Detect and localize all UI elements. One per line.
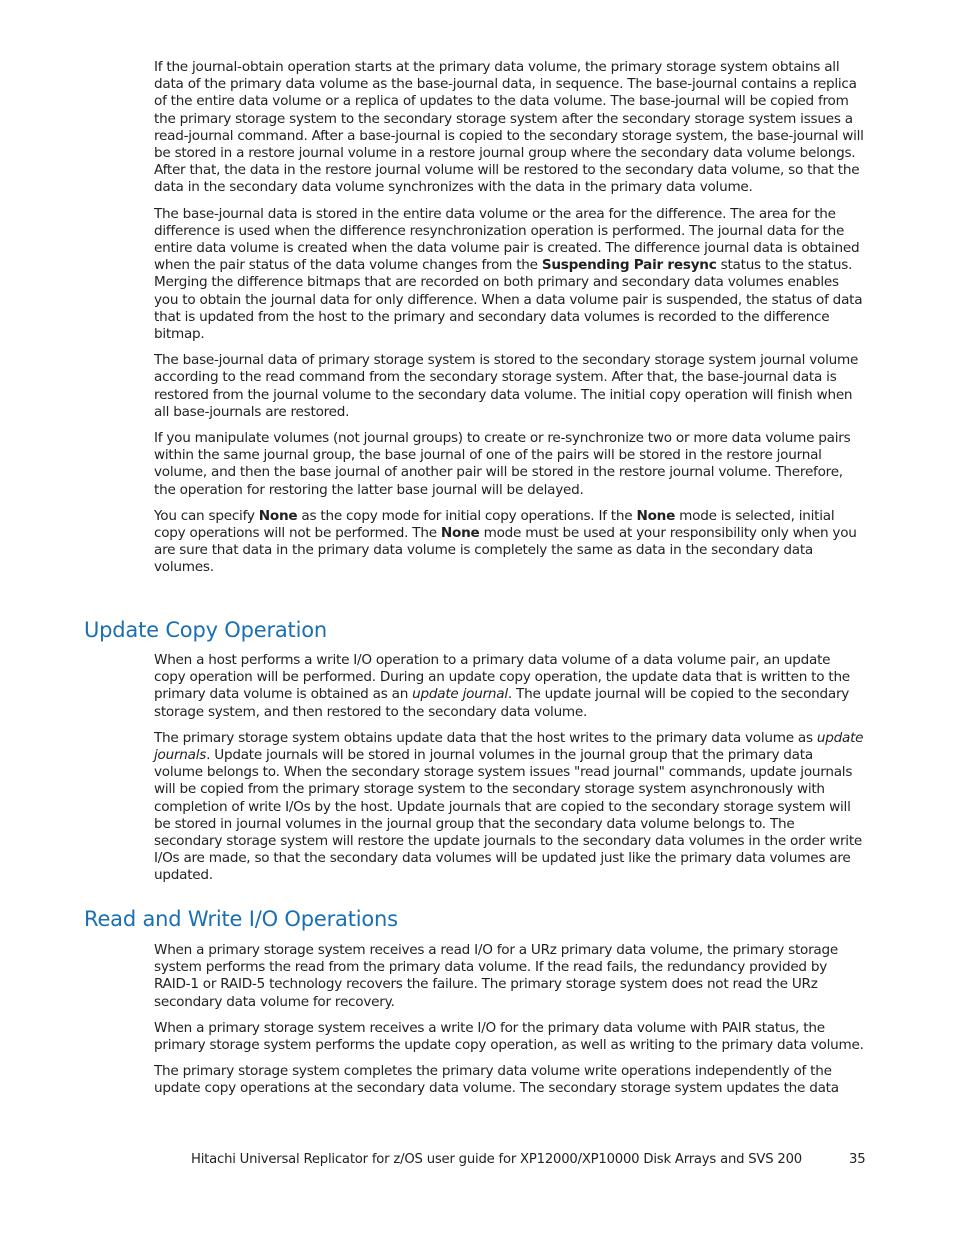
page-footer [0, 1151, 954, 1171]
intro-p5-bold-1: None [258, 507, 298, 524]
rw-paragraph-1 [154, 942, 864, 1011]
intro-p5-text-a: You can specify [154, 507, 259, 524]
intro-p4-text: If you manipulate volumes (not journal groups) to create or re-synchronize two or more data volume pairs within the same journal group, the base journal of one of the pairs will be stored in the restore journal volume, and then the base journal of another pair will be stored in the restore journal volume. Therefore, the operation for restoring the latter base journal will be delayed. [154, 430, 851, 498]
rw-p2-text: When a primary storage system receives a write I/O for the primary data volume with PAIR status, the primary storage system performs the update copy operation, as well as writing to the primary data volume. [154, 1019, 864, 1054]
update-p1-text-b: . The update journal will be copied to the secondary storage system, and then restored to the secondary data volume. [154, 686, 850, 720]
rw-paragraph-2 [154, 1020, 864, 1054]
intro-p5-text-b: as the copy mode for initial copy operations. If the [297, 507, 637, 524]
intro-p5-text-d: mode must be used at your responsibility only when you are sure that data in the primary data volume is completely the same as data in the secondary data volumes. [154, 525, 857, 576]
update-p2-italic: update journals [154, 729, 864, 764]
intro-p5-text-c: mode is selected, initial copy operations will not be performed. The [154, 507, 835, 542]
rw-paragraph-3 [154, 1063, 864, 1097]
intro-p2-text-b: status to the status. Merging the difference bitmaps that are recorded on both primary and secondary data volumes enables you to obtain the journal data for only difference. When a data volume pair is suspended, the status of data that is updated from the host to the primary and secondary data volumes is recorded to the difference bitmap. [154, 257, 863, 343]
intro-p5-bold-2: None [636, 507, 676, 524]
update-p1-text-a: When a host performs a write I/O operation to a primary data volume of a data volume pair, an update copy operation will be performed. During an update copy operation, the update data that is written to the primary data volume is obtained as an [154, 652, 850, 703]
intro-p2-text-a: The base-journal data is stored in the entire data volume or the area for the difference. The area for the difference is used when the difference resynchronization operation is performed. The journal data for the entire data volume is created when the data volume pair is created. The difference journal data is obtained when the pair status of the data volume changes from the [154, 205, 860, 274]
update-p1-italic: update journal [412, 686, 508, 703]
rw-p1-text: When a primary storage system receives a read I/O for a URz primary data volume, the primary storage system performs the read from the primary data volume. If the read fails, the redundancy provided by RAID-1 or RAID-5 technology recovers the failure. The primary storage system does not read the URz secondary data volume for recovery. [154, 942, 838, 1010]
intro-paragraph-5 [154, 508, 864, 577]
intro-paragraph-3 [154, 352, 864, 421]
intro-p5-bold-3: None [440, 525, 480, 542]
intro-p3-text: The base-journal data of primary storage system is stored to the secondary storage system journal volume according to the read command from the secondary storage system. After that, the base-journal data is restored from the journal volume to the secondary data volume. The initial copy operation will finish when all base-journals are restored. [154, 352, 859, 420]
update-p2-text-b: . Update journals will be stored in journal volumes in the journal group that the primary data volume belongs to. When the secondary storage system issues "read journal" commands, update journals will be copied from the primary storage system to the secondary storage system asynchronously with completion of write I/Os by the host. Update journals that are copied to the secondary storage system will be stored in journal volumes in the journal group that the secondary data volume belongs to. The secondary storage system will restore the update journals to the secondary data volumes in the order write I/Os are made, so that the secondary data volumes will be updated just like the primary data volumes are updated. [154, 747, 863, 884]
intro-paragraph-2 [154, 206, 864, 344]
intro-p1-text: If the journal-obtain operation starts at the primary data volume, the primary storage system obtains all data of the primary data volume as the base-journal data, in sequence. The base-journal contains a replica of the entire data volume or a replica of updates to the data volume. The base-journal will be copied from the primary storage system to the secondary storage system after the secondary storage system issues a read-journal command. After a base-journal is copied to the secondary storage system, the base-journal will be stored in a restore journal volume in a restore journal group where the secondary data volume belongs. After that, the data in the restore journal volume will be restored to the secondary data volume, so that the data in the secondary data volume synchronizes with the data in the primary data volume. [154, 59, 864, 196]
section-heading-update-copy: Update Copy Operation [84, 618, 327, 642]
update-paragraph-2 [154, 730, 864, 885]
intro-paragraph-1 [154, 59, 864, 197]
intro-p2-bold: Suspending Pair resync [541, 257, 717, 274]
page-number: 35 [849, 1152, 866, 1167]
intro-block [154, 59, 864, 586]
footer-title: Hitachi Universal Replicator for z/OS user guide for XP12000/XP10000 Disk Arrays and SVS 200 [190, 1152, 802, 1167]
section-heading-read-write: Read and Write I/O Operations [84, 907, 398, 931]
rw-p3-text: The primary storage system completes the primary data volume write operations independently of the update copy operations at the secondary data volume. The secondary storage system updates the data [154, 1063, 839, 1097]
intro-paragraph-4 [154, 430, 864, 499]
update-p2-text-a: The primary storage system obtains update data that the host writes to the primary data volume as [154, 729, 817, 746]
update-copy-block [154, 652, 864, 894]
update-paragraph-1 [154, 652, 864, 721]
read-write-block [154, 942, 864, 1107]
